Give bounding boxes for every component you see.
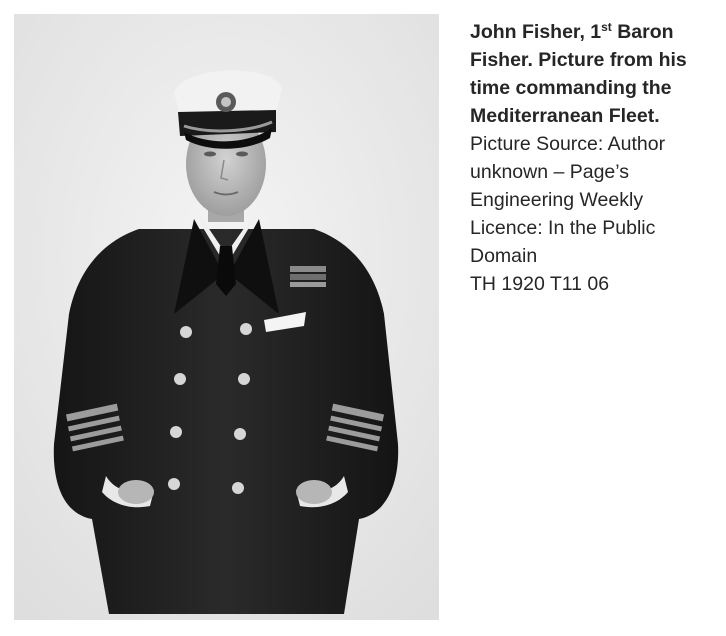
left-eye: [204, 152, 216, 157]
caption-line-2: Fisher. Picture from his: [470, 49, 687, 71]
portrait-illustration: [14, 14, 439, 620]
picture-source-line-3: Engineering Weekly: [470, 189, 644, 211]
licence-line-1: Licence: In the Public: [470, 217, 656, 239]
medal-ribbon: [290, 274, 326, 280]
ordinal-suffix: st: [601, 20, 612, 34]
picture-source-line-2: unknown – Page’s: [470, 161, 630, 183]
medal-ribbon: [290, 266, 326, 272]
picture-source-line-1: Picture Source: Author: [470, 133, 666, 155]
medal-ribbon: [290, 282, 326, 287]
caption-line-3: time commanding the: [470, 77, 672, 99]
portrait-photo: [14, 14, 439, 620]
right-hand: [296, 480, 332, 504]
reference-code: TH 1920 T11 06: [470, 273, 610, 295]
photo-caption: [470, 18, 716, 298]
caption-line-4: Mediterranean Fleet.: [470, 105, 660, 127]
caption-surname: Fisher.: [470, 49, 533, 71]
caption-line-1: John Fisher, 1st Baron: [470, 20, 674, 43]
licence-line-2: Domain: [470, 245, 538, 267]
left-hand: [118, 480, 154, 504]
right-eye: [236, 152, 248, 157]
